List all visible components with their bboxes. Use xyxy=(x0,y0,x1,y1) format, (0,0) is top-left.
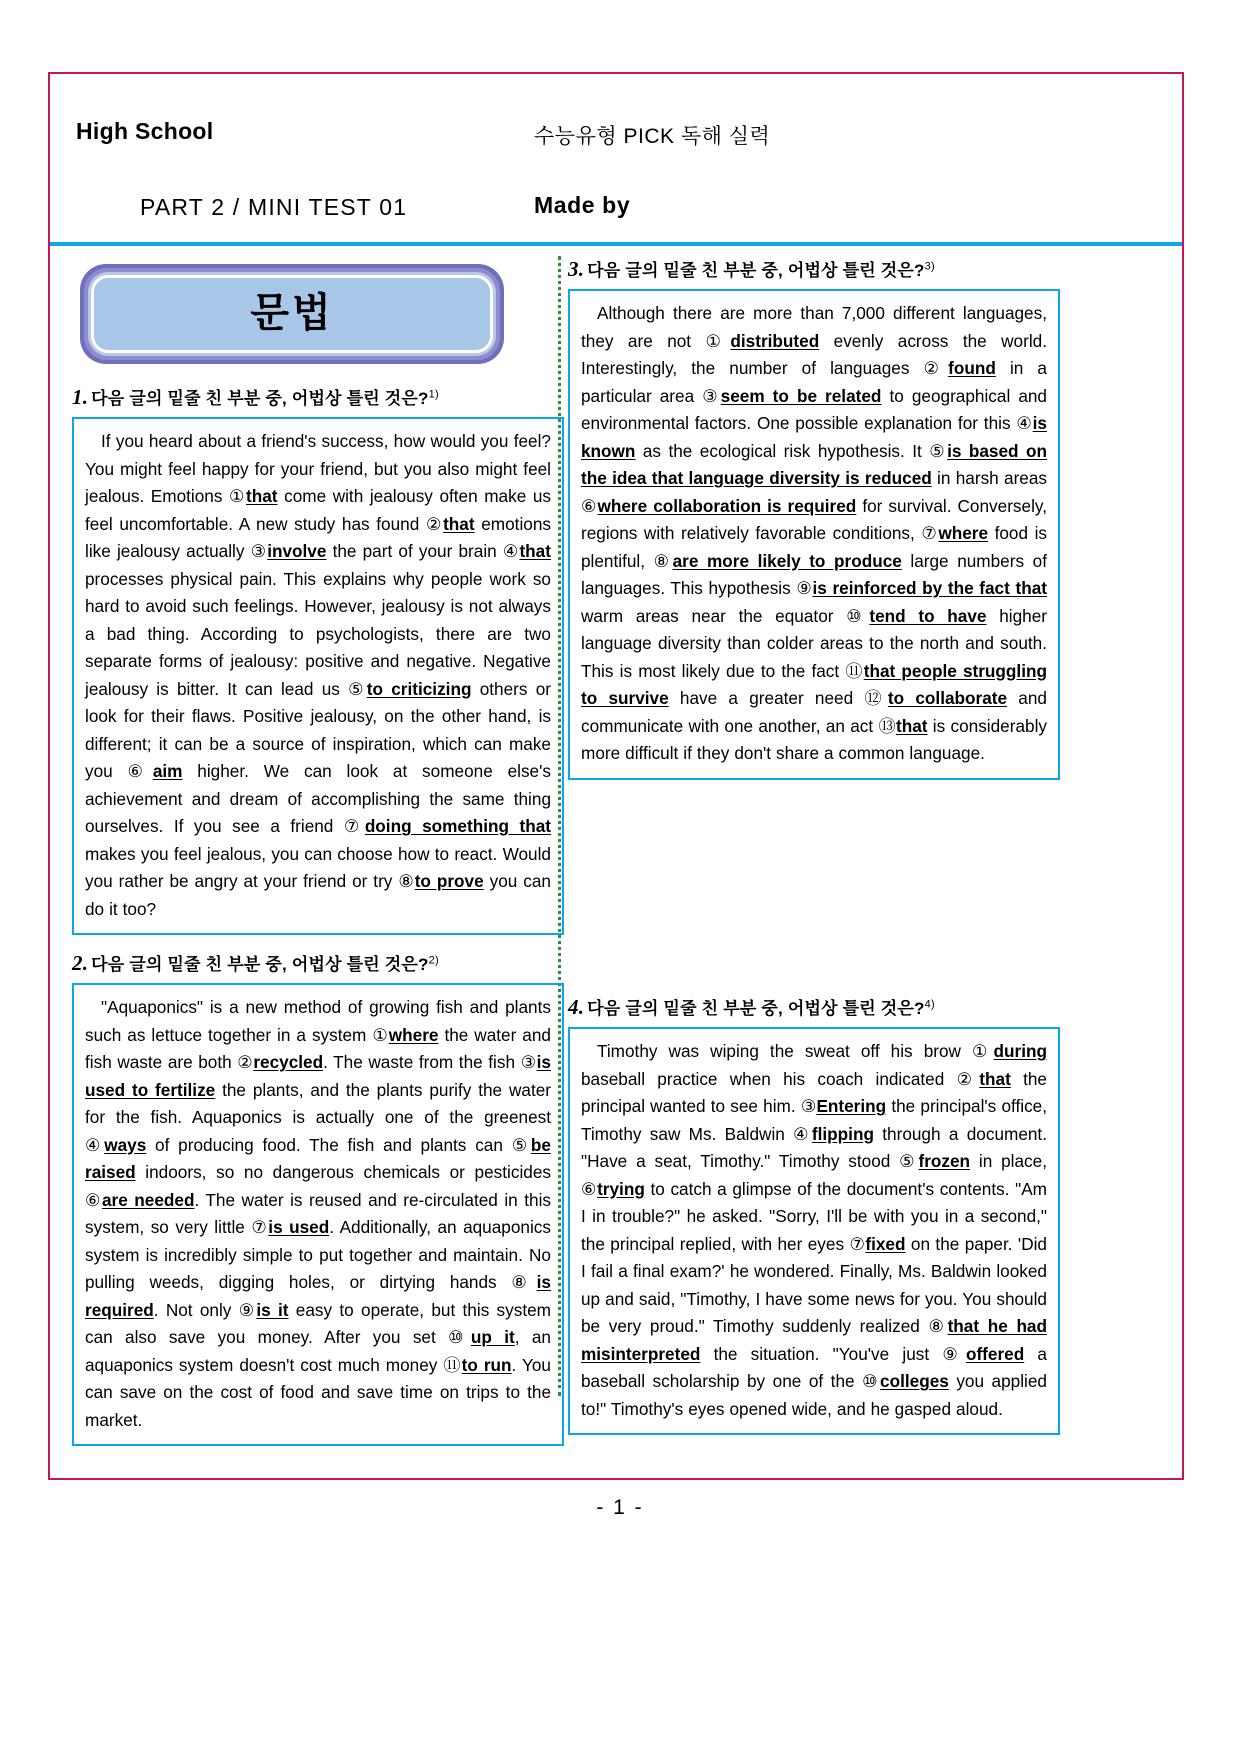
question-3-prompt: 다음 글의 밑줄 친 부분 중, 어법상 틀린 것은? xyxy=(587,261,925,280)
question-4-passage xyxy=(568,1027,1060,1435)
question-4-number: 4. xyxy=(568,995,585,1019)
question-1 xyxy=(72,384,564,935)
question-2-number: 2. xyxy=(72,951,89,975)
worksheet-page xyxy=(48,72,1184,1480)
question-4 xyxy=(568,994,1060,1435)
question-2 xyxy=(72,950,564,1446)
question-3-footnote: 3) xyxy=(924,260,935,273)
workbook-title: 수능유형 PICK 독해 실력 xyxy=(534,125,771,148)
section-title-label: 문법 xyxy=(250,291,334,335)
question-4-footnote: 4) xyxy=(924,998,935,1011)
page-footer xyxy=(0,1496,1240,1520)
question-3-passage xyxy=(568,289,1060,780)
left-column xyxy=(72,250,564,1430)
school-label: High School xyxy=(76,118,214,144)
header-divider-rule xyxy=(50,242,1182,246)
question-2-passage xyxy=(72,983,564,1446)
part-label: PART 2 / MINI TEST 01 xyxy=(140,194,408,220)
passage-text: Timothy was wiping the sweat off his brow ①during baseball practice when his coach indicated ②that the principal wanted to see him. ③Entering the principal's office, Timothy saw Ms. Baldwin ④flipping through a document. "Have a seat, Timothy." Timothy stood ⑤frozen in place, ⑥trying to catch a glimpse of the document's contents. "Am I in trouble?" he asked. "Sorry, I'll be with you in a second," the principal replied, with her eyes ⑦fixed on the paper. 'Did I fail a final exam?' he wondered. Finally, Ms. Baldwin looked up and said, "Timothy, I have some news for you. You should be very proud." Timothy suddenly realized ⑧that he had misinterpreted the situation. "You've just ⑨offered a baseball scholarship by one of the ⑩colleges you applied to!" Timothy's eyes opened wide, and he gasped aloud. xyxy=(581,1041,1047,1419)
passage-text: "Aquaponics" is a new method of growing fish and plants such as lettuce together in a system ①where the water and fish waste are both ②recycled. The waste from the fish ③is used to fertilize the plants, and the plants purify the water for the fish. Aquaponics is actually one of the greenest ④ways of producing food. The fish and plants can ⑤be raised indoors, so no dangerous chemicals or pesticides ⑥are needed. The water is reused and re-circulated in this system, so very little ⑦is used. Additionally, an aquaponics system is incredibly simple to put together and maintain. No pulling weeds, digging holes, or dirtying hands ⑧is required. Not only ⑨is it easy to operate, but this system can also save you money. After you set ⑩up it, an aquaponics system doesn't cost much money ⑪to run. You can save on the cost of food and save time on trips to the market. xyxy=(85,997,552,1430)
question-1-number: 1. xyxy=(72,385,89,409)
question-2-prompt: 다음 글의 밑줄 친 부분 중, 어법상 틀린 것은? xyxy=(91,955,429,974)
question-1-footnote: 1) xyxy=(428,388,439,401)
question-3 xyxy=(568,256,1060,780)
question-1-passage xyxy=(72,417,564,935)
page-number: - 1 - xyxy=(596,1496,644,1519)
columns-area xyxy=(50,250,1182,1430)
question-1-heading xyxy=(72,384,564,410)
question-4-heading xyxy=(568,994,1060,1020)
question-4-prompt: 다음 글의 밑줄 친 부분 중, 어법상 틀린 것은? xyxy=(587,999,925,1018)
question-2-footnote: 2) xyxy=(428,954,439,967)
passage-text: Although there are more than 7,000 different languages, they are not ①distributed evenly across the world. Interestingly, the number of languages ②found in a particular area ③seem to be related to geographical and environmental factors. One possible explanation for this ④is known as the ecological risk hypothesis. It ⑤is based on the idea that language diversity is reduced in harsh areas ⑥where collaboration is required for survival. Conversely, regions with relatively favorable conditions, ⑦where food is plentiful, ⑧are more likely to produce large numbers of languages. This hypothesis ⑨is reinforced by the fact that warm areas near the equator ⑩tend to have higher language diversity than colder areas to the north and south. This is most likely due to the fact ⑪that people struggling to survive have a greater need ⑫to collaborate and communicate with one another, an act ⑬that is considerably more difficult if they don't share a common language. xyxy=(581,303,1047,764)
question-3-heading xyxy=(568,256,1060,282)
made-by-label: Made by xyxy=(534,192,631,218)
section-title-plate xyxy=(80,264,504,364)
page-header xyxy=(50,74,1182,244)
passage-text: If you heard about a friend's success, how would you feel? You might feel happy for your friend, but you also might feel jealous. Emotions ①that come with jealousy often make us feel uncomfortable. A new study has found ②that emotions like jealousy actually ③involve the part of your brain ④that processes physical pain. This explains why people work so hard to avoid such feelings. However, jealousy is not always a bad thing. According to psychologists, there are two separate forms of jealousy: positive and negative. Negative jealousy is bitter. It can lead us ⑤to criticizing others or look for their flaws. Positive jealousy, on the other hand, is different; it can be a source of inspiration, which can make you ⑥aim higher. We can look at someone else's achievement and dream of accomplishing the same thing ourselves. If you see a friend ⑦doing something that makes you feel jealous, you can choose how to react. Would you rather be angry at your friend or try ⑧to prove you can do it too? xyxy=(85,431,551,919)
right-column xyxy=(568,250,1060,1419)
question-3-number: 3. xyxy=(568,257,585,281)
question-2-heading xyxy=(72,950,564,976)
question-1-prompt: 다음 글의 밑줄 친 부분 중, 어법상 틀린 것은? xyxy=(91,389,429,408)
